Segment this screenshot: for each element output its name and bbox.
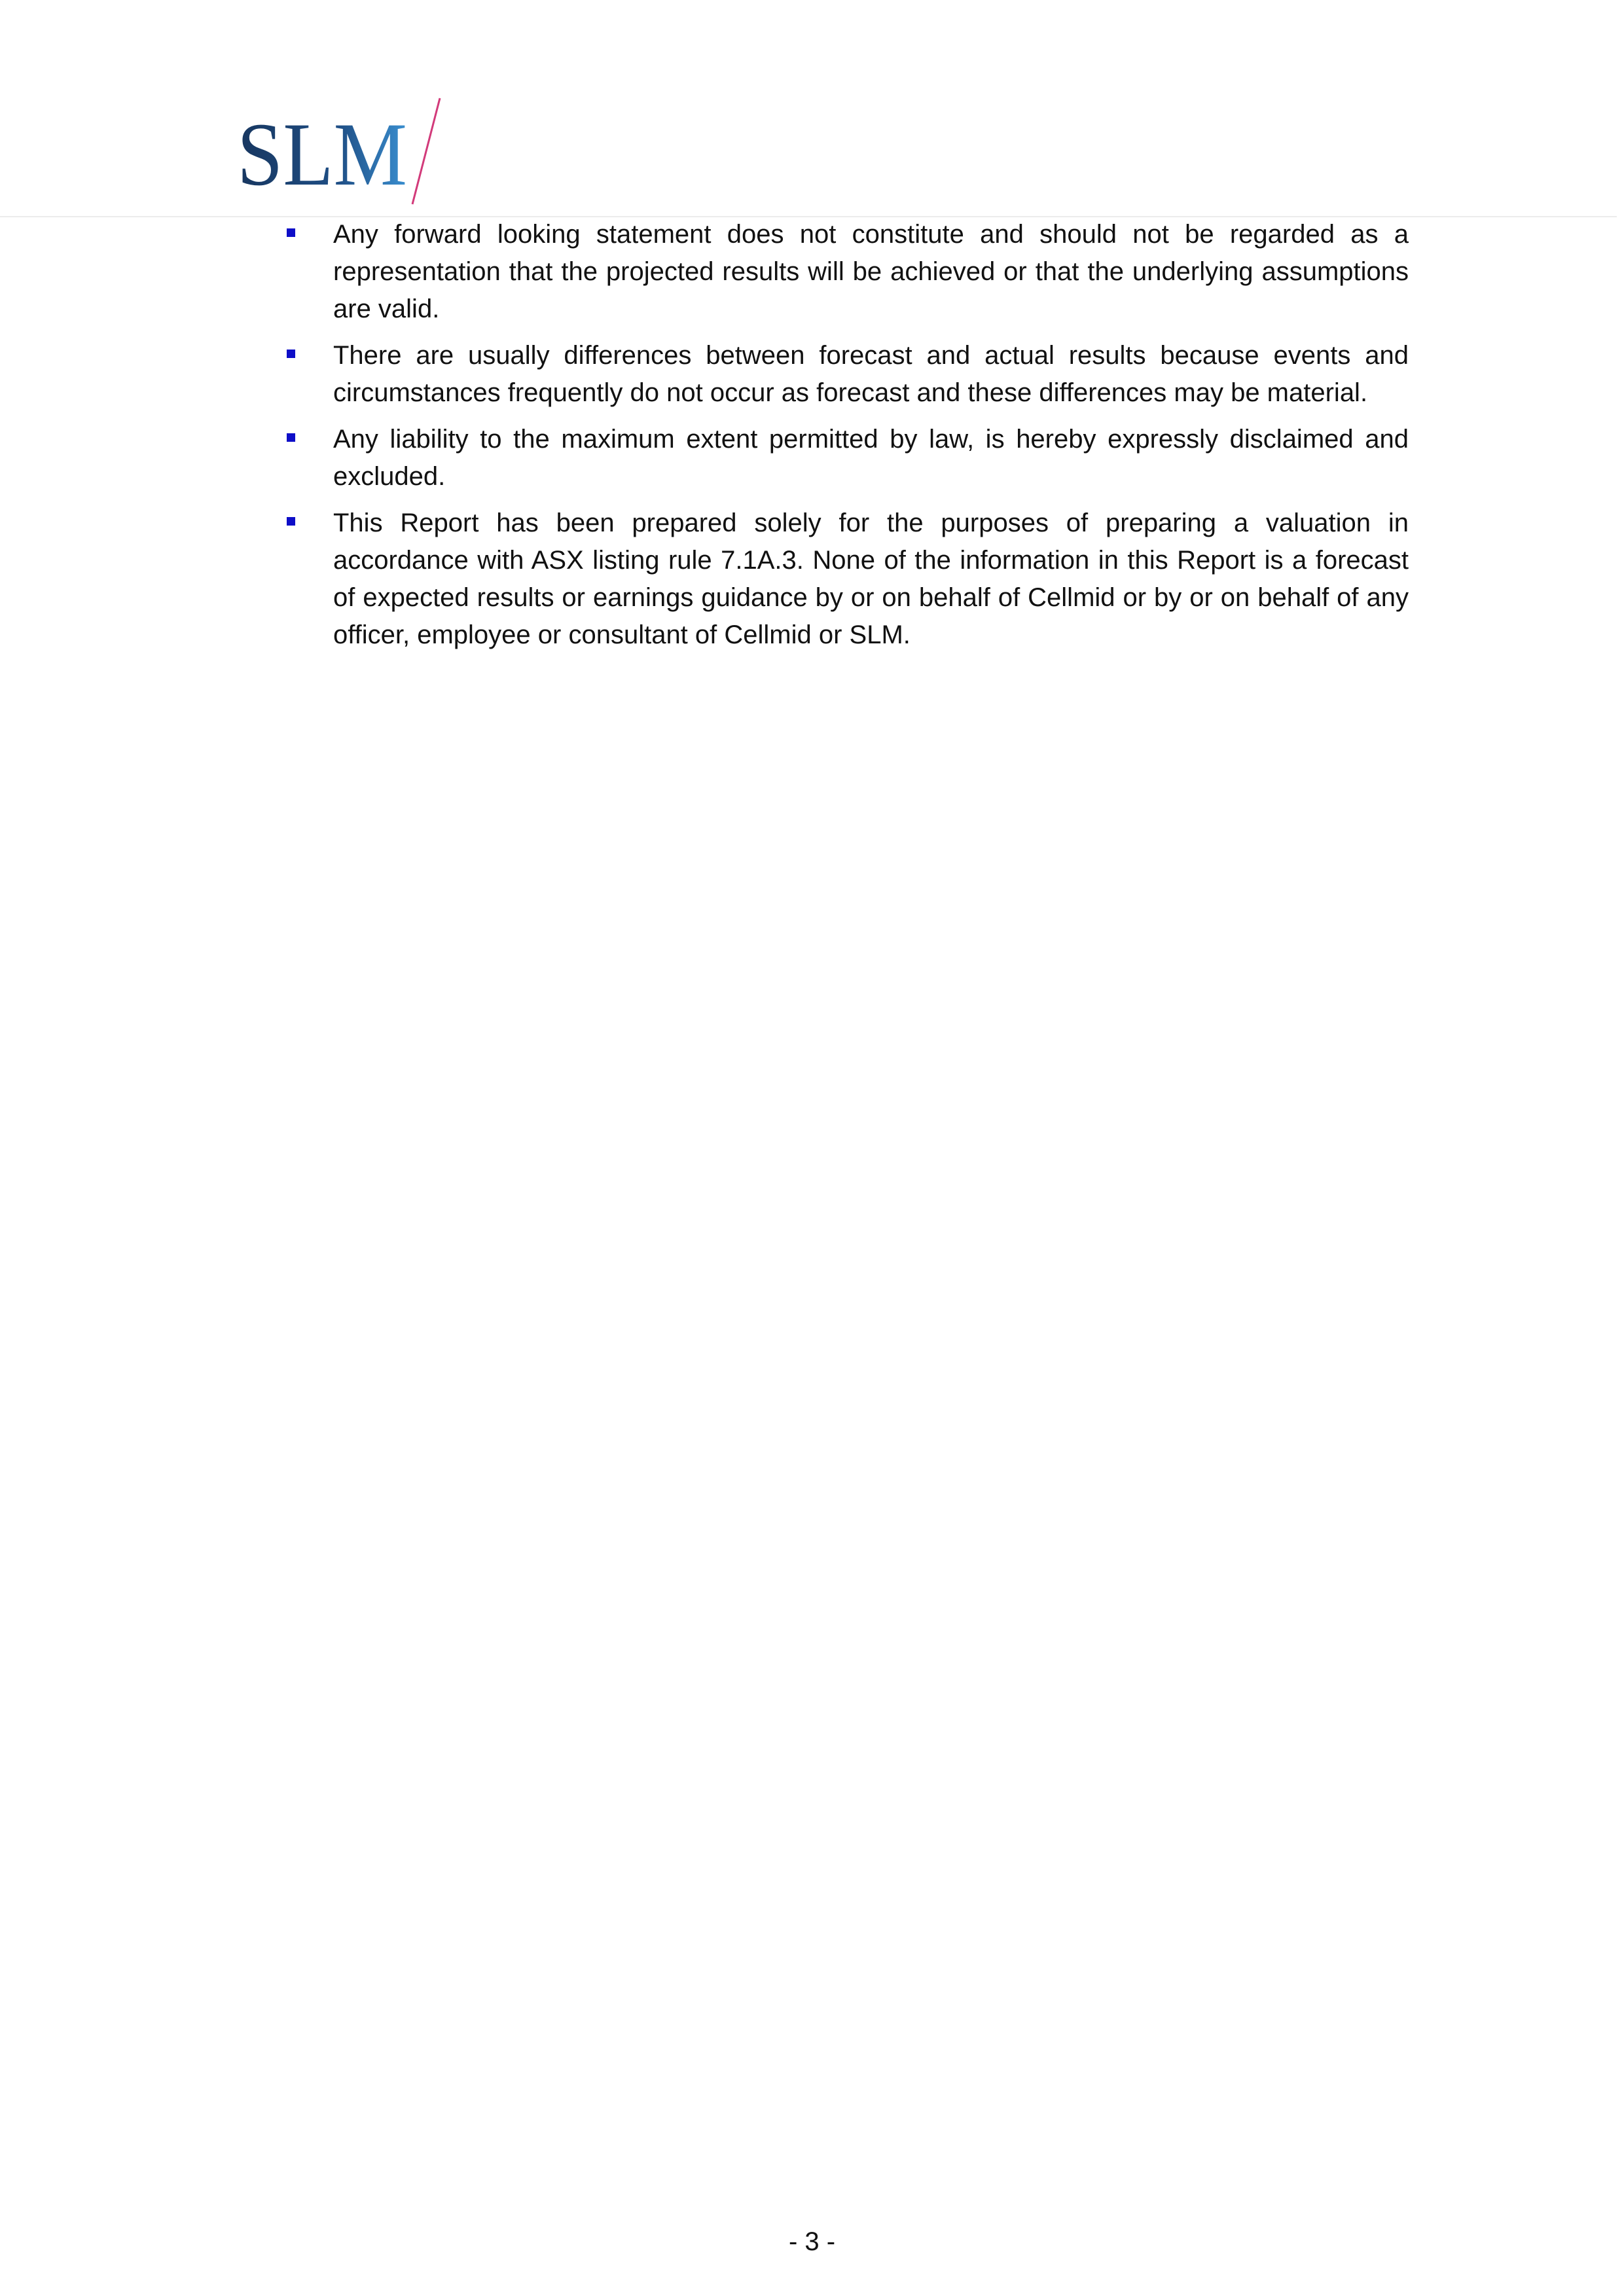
list-item (281, 421, 1409, 495)
square-bullet-icon (287, 350, 295, 358)
page-number: - 3 - (788, 2227, 836, 2256)
page-header (0, 0, 1624, 217)
list-item (281, 505, 1409, 654)
square-bullet-icon (287, 228, 295, 237)
bullet-text: Any forward looking statement does not constitute and should not be regarded as a representation that the projected results will be achieved or that the underlying assumptions are valid. (333, 220, 1409, 323)
svg-text:SLM: SLM (237, 104, 407, 204)
square-bullet-icon (287, 433, 295, 442)
square-bullet-icon (287, 517, 295, 526)
list-item (281, 216, 1409, 328)
bullet-text: This Report has been prepared solely for the purposes of preparing a valuation in accordance with ASX listing rule 7.1A.3. None of the information in this Report is a forecast of expected results or earnings guidance by or on behalf of Cellmid or by or on behalf of any officer, employee or consultant of Cellmid or SLM. (333, 509, 1409, 649)
bullet-text: There are usually differences between forecast and actual results because events and circumstances frequently do not occur as forecast and these differences may be material. (333, 341, 1409, 407)
bullet-text: Any liability to the maximum extent permitted by law, is hereby expressly disclaimed and excluded. (333, 425, 1409, 491)
disclaimer-bullet-list (281, 216, 1409, 654)
list-item (281, 337, 1409, 412)
document-body (281, 216, 1409, 663)
slm-logo (237, 96, 453, 207)
